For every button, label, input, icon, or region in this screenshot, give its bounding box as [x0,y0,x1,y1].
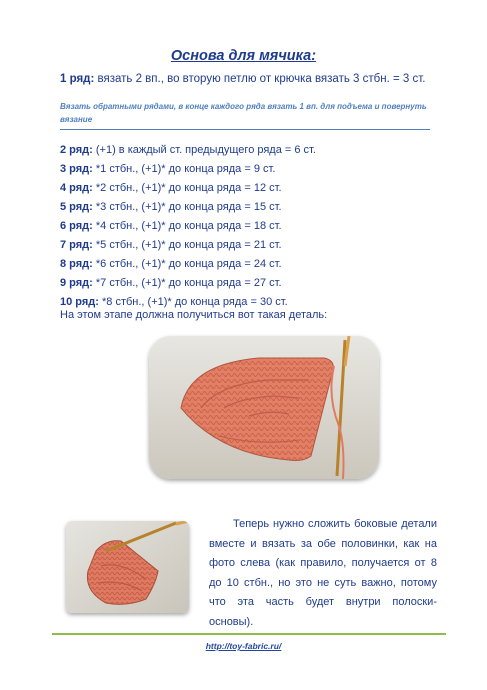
footer-divider [52,633,446,635]
row-text: *7 стбн., (+1)* до конца ряда = 27 ст. [92,277,282,289]
row-label: 6 ряд: [60,220,93,232]
divider-line [60,129,430,130]
crochet-folded-piece-photo [66,521,189,613]
crochet-folded-piece-illustration [66,521,189,613]
row-7 [60,236,316,255]
row-1-text: вязать 2 вп., во вторую петлю от крючка вязать 3 стбн. = 3 ст. [94,73,426,85]
row-text: *6 стбн., (+1)* до конца ряда = 24 ст. [92,258,282,270]
row-text: (+1) в каждый ст. предыдущего ряда = 6 ст. [92,144,316,156]
instruction-note: Вязать обратными рядами, в конце каждого ряда вязать 1 вп. для подъема и повернуть вязание [60,102,427,124]
row-label: 7 ряд: [60,239,93,251]
row-label: 9 ряд: [60,277,93,289]
footer-link[interactable]: http://toy-fabric.ru/ [205,641,282,651]
row-label: 10 ряд: [60,296,99,308]
row-label: 8 ряд: [60,258,93,270]
row-label: 3 ряд: [60,163,93,175]
row-text: *3 стбн., (+1)* до конца ряда = 15 ст. [92,201,282,213]
row-4 [60,179,316,198]
row-1 [60,73,425,85]
row-text: *5 стбн., (+1)* до конца ряда = 21 ст. [92,239,282,251]
row-text: *4 стбн., (+1)* до конца ряда = 18 ст. [92,220,282,232]
page-title: Основа для мячика: [170,48,317,64]
stage-caption: На этом этапе должна получиться вот такая деталь: [60,309,328,321]
row-text: *8 стбн., (+1)* до конца ряда = 30 ст. [98,296,288,308]
row-8 [60,255,316,274]
row-text: *1 стбн., (+1)* до конца ряда = 9 ст. [92,163,276,175]
row-text: *2 стбн., (+1)* до конца ряда = 12 ст. [92,182,282,194]
row-3 [60,160,316,179]
row-label: 5 ряд: [60,201,93,213]
crochet-half-circle-photo [149,336,379,479]
row-label: 4 ряд: [60,182,93,194]
row-6 [60,217,316,236]
row-2 [60,141,316,160]
row-1-label: 1 ряд: [60,73,95,85]
row-label: 2 ряд: [60,144,93,156]
rows-list [60,141,316,312]
crochet-half-circle-illustration [149,336,379,479]
assembly-paragraph: Теперь нужно сложить боковые детали вместе и вязать за обе половинки, как на фото слева (как правило, получается от 8 до 10 стбн., но это не суть важно, потому что эта часть будет внутри полоски-основы). [209,518,437,628]
row-9 [60,274,316,293]
row-5 [60,198,316,217]
